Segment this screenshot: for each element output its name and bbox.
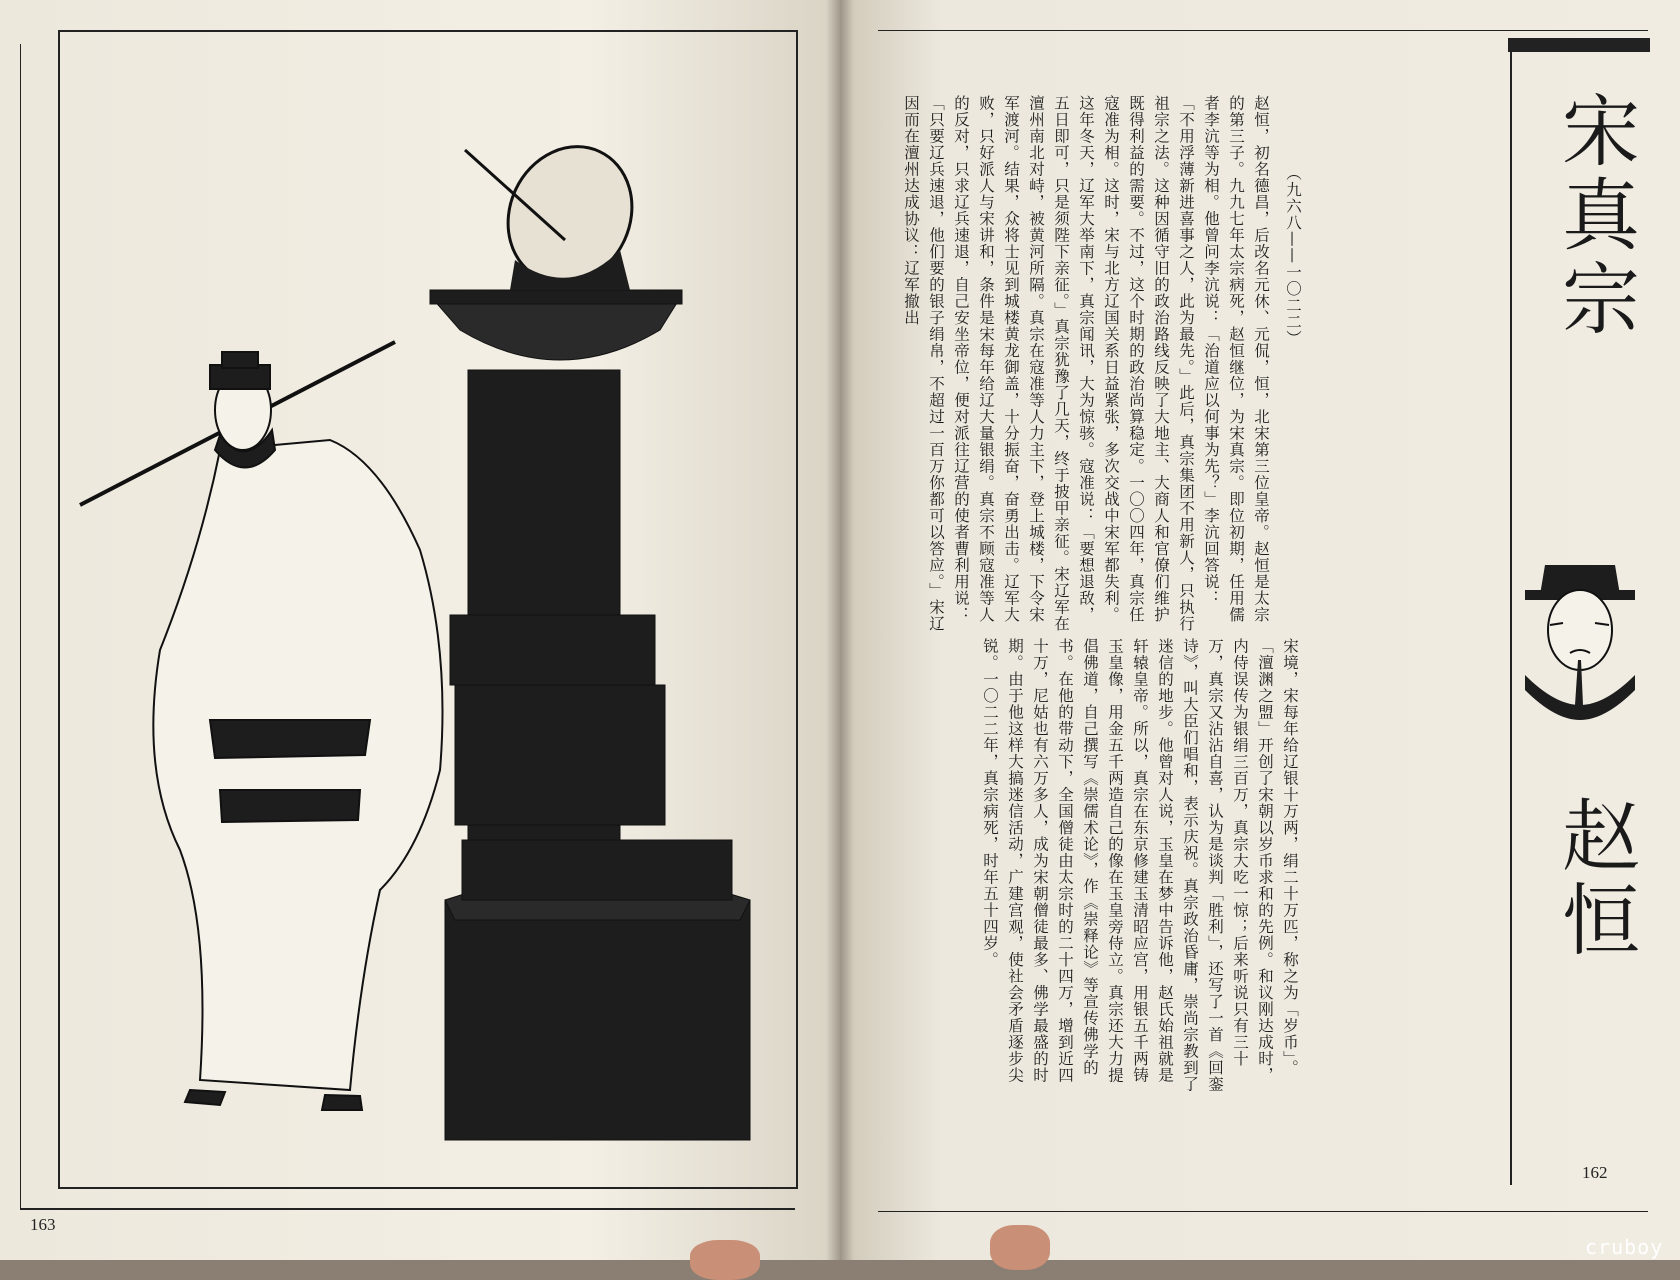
- emperor-portrait: [1505, 555, 1645, 765]
- thumb-right: [990, 1225, 1050, 1270]
- dates-line: （九六八——一〇二二）: [1284, 165, 1302, 347]
- watermark: cruboy: [1585, 1235, 1664, 1259]
- chapter-title: 宋真宗: [1549, 90, 1639, 342]
- emperor-figure: [153, 352, 442, 1110]
- body-text-upper: 赵恒，初名德昌，后改名元休、元侃，恒，北宋第三位皇帝。赵恒是太宗的第三子。九九七年太宗病死，赵恒继位，为宋真宗。即位初期，任用儒者李沆等为相。他曾问李沆说：「治道应以何事为先？」李沆回答说：「不用浮薄新进喜事之人，此为最先。」此后，真宗集团不用新人，只执行祖宗之法。这种因循守旧的政治路线反映了大地主、大商人和官僚们维护既得利益的需要。不过，这个时期的政治尚算稳定。一〇〇四年，真宗任寇准为相。这时，宋与北方辽国关系日益紧张，多次交战中宋军都失利。这年冬天，辽军大举南下，真宗闻讯，大为惊骇。寇准说：「要想退敌，五日即可，只是须陛下亲征。」真宗犹豫了几天，终于披甲亲征。宋辽军在澶州南北对峙，被黄河所隔。真宗在寇准等人力主下，登上城楼，下令宋军渡河。结果，众将士见到城楼黄龙御盖，十分振奋，奋勇出击。辽军大败，只好派人与宋讲和，条件是宋每年给辽大量银绢。真宗不顾寇准等人的反对，只求辽兵速退，自己安坐帝位，便对派往辽营的使者曹利用说：「只要辽兵速退，他们要的银子绢帛，不超过一百万你都可以答应。」宋辽因而在澶州达成协议：辽军撤出: [902, 95, 1270, 632]
- emperor-sundial-illustration: [60, 130, 780, 1160]
- body-text-lower: 宋境，宋每年给辽银十万两，绢二十万匹，称之为「岁币」。「澶渊之盟」开创了宋朝以岁币求和的先例。和议刚达成时，内侍误传为银绢三百万，真宗大吃一惊；后来听说只有三十万，真宗又沾沾自喜，认为是谈判「胜利」，还写了一首《回銮诗》，叫大臣们唱和，表示庆祝。真宗政治昏庸，崇尚宗教到了迷信的地步。他曾对人说，玉皇在梦中告诉他，赵氏始祖就是轩辕皇帝。所以，真宗在东京修建玉清昭应宫，用银五千两铸玉皇像，用金五千两造自己的像在玉皇旁侍立。真宗还大力提倡佛道，自己撰写《崇儒术论》，作《崇释论》等宣传佛学的书。在他的带动下，全国僧徒由太宗时的二十四万，增到近四十万，尼姑也有六万多人，成为宋朝僧徒最多、佛学最盛的时期。由于他这样大搞迷信活动，广建宫观，使社会矛盾逐步尖锐。一〇二二年，真宗病死，时年五十四岁。: [981, 638, 1299, 1093]
- book-gutter: [826, 0, 854, 1260]
- sundial-pillar: [430, 290, 750, 1140]
- thumb-left: [690, 1240, 760, 1280]
- emperor-name: 赵恒: [1549, 795, 1639, 963]
- sundial-dial: [465, 130, 654, 304]
- right-page-number: 162: [1582, 1163, 1608, 1182]
- left-page-number: 163: [30, 1215, 56, 1234]
